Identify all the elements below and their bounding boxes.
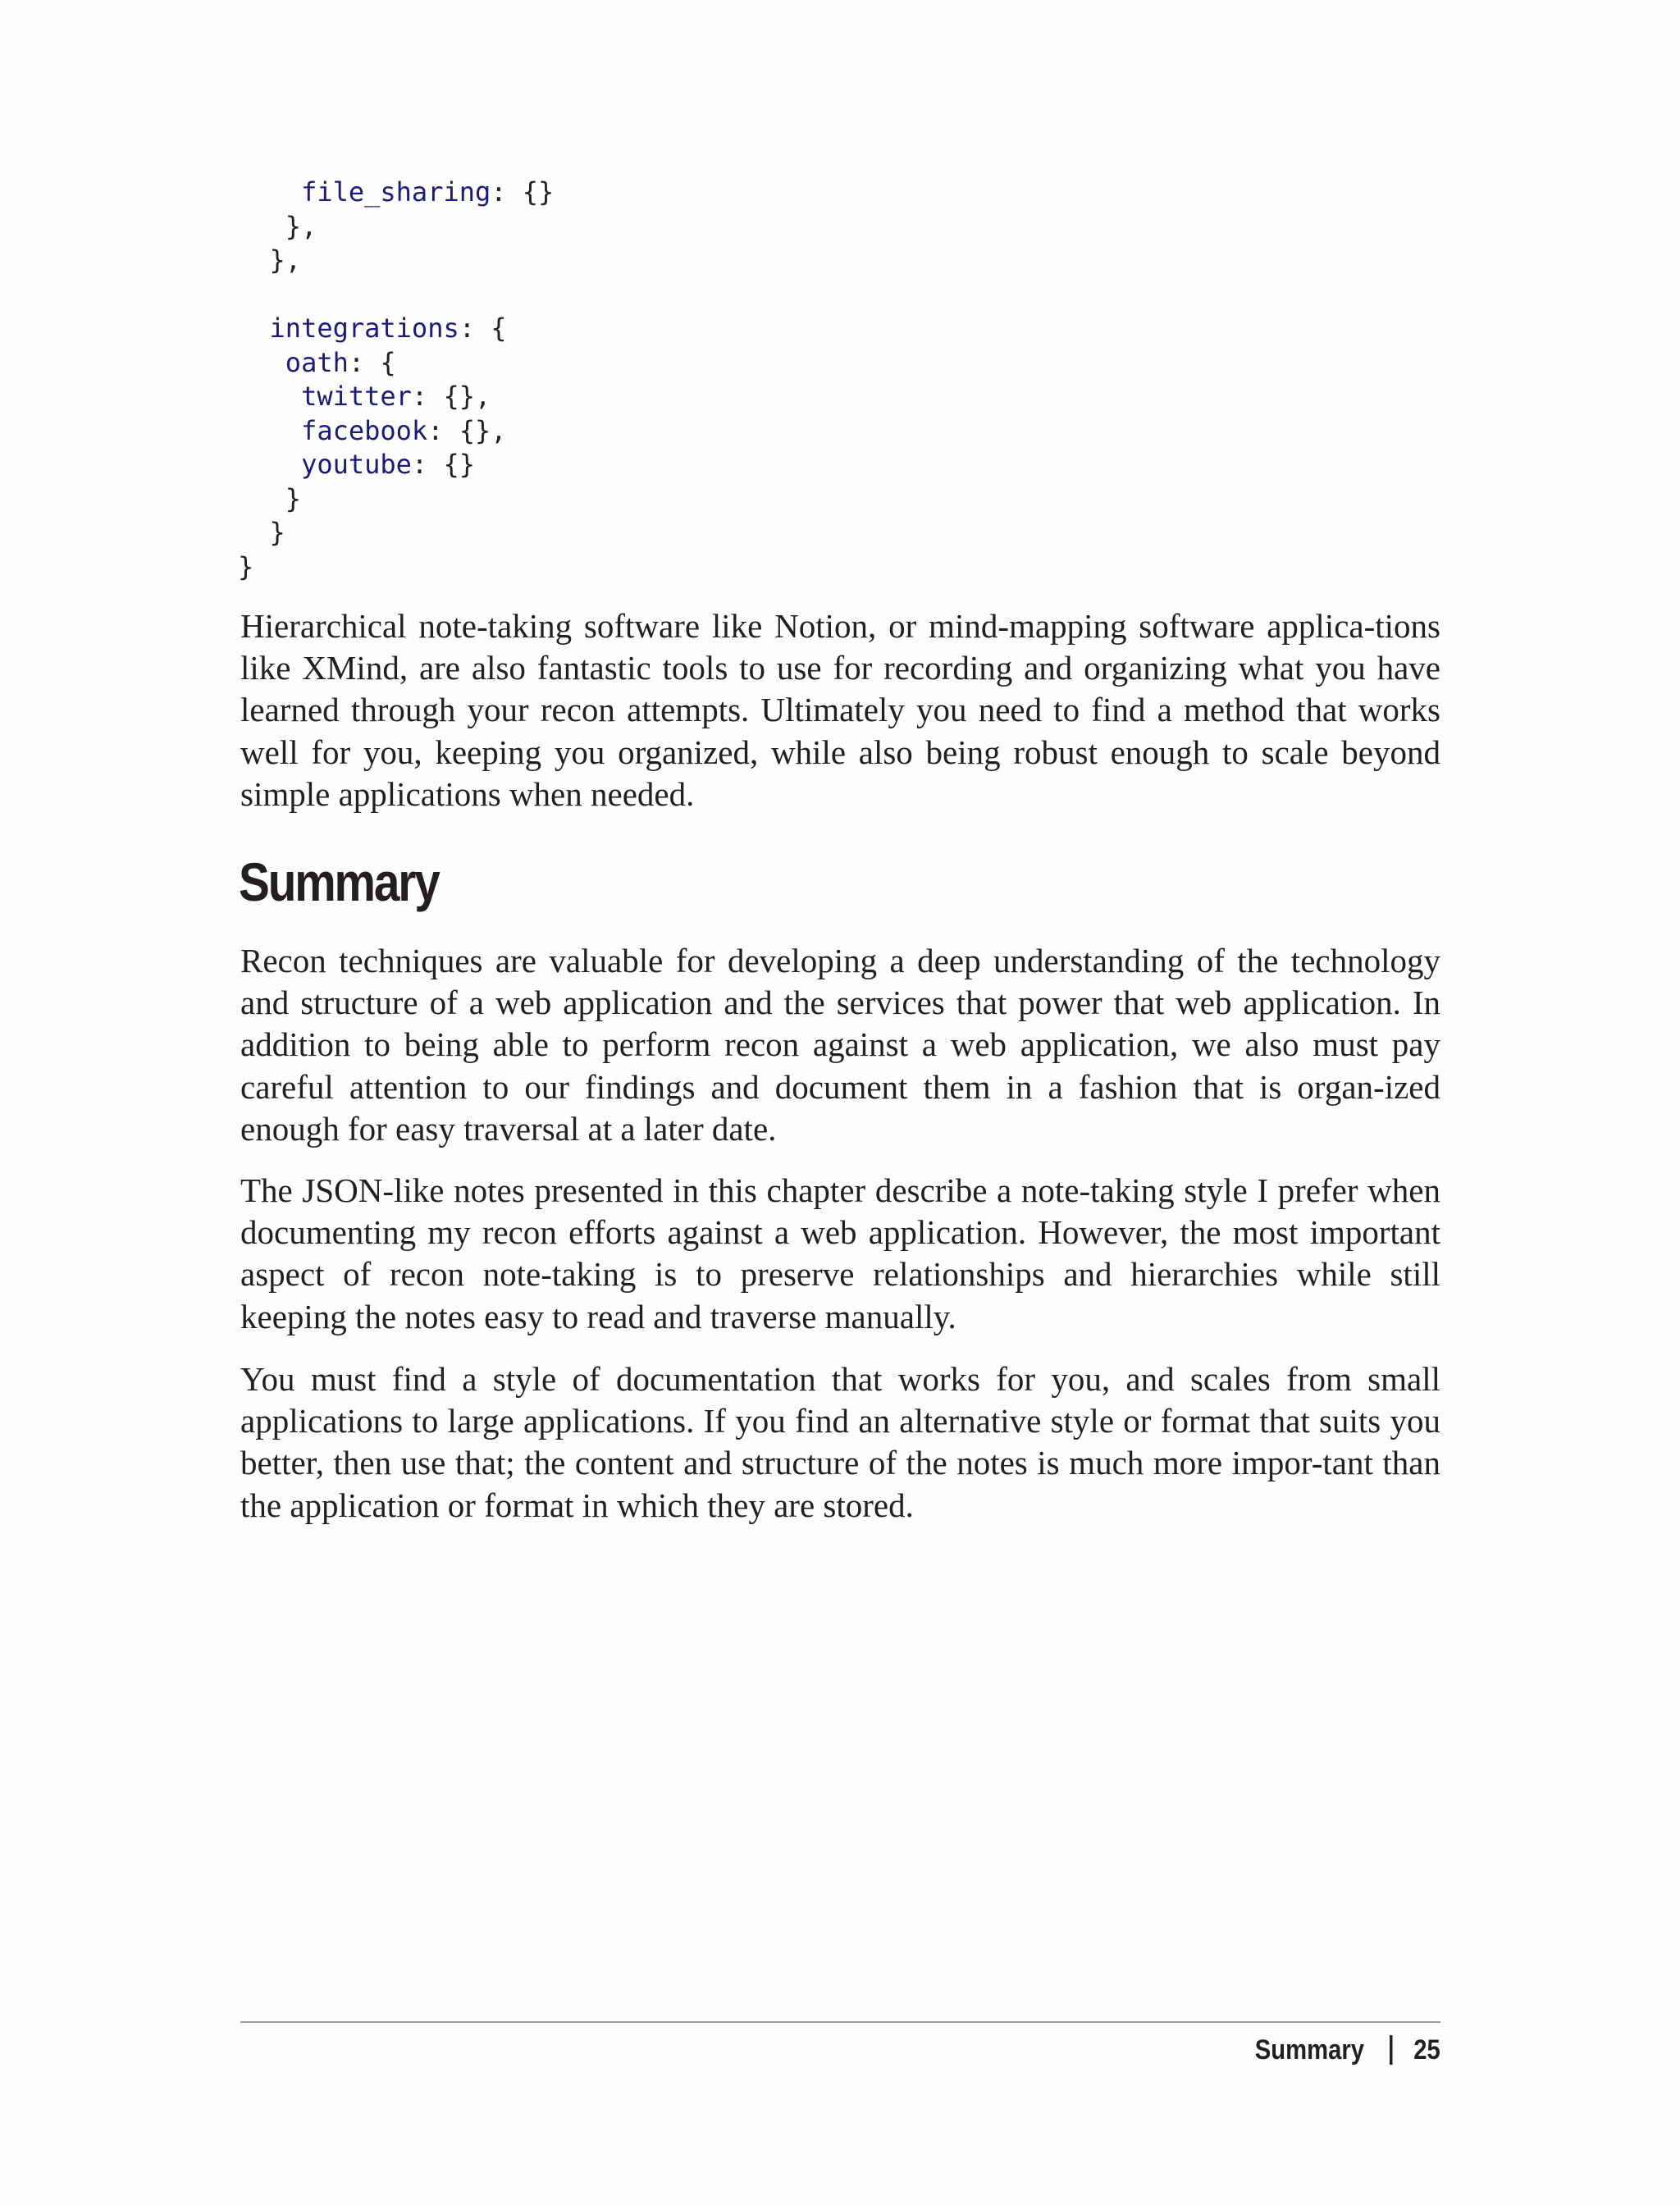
code-line (238, 448, 1222, 482)
code-key: youtube (301, 449, 412, 480)
code-line (238, 278, 1222, 313)
code-indent (238, 244, 270, 276)
code-indent (238, 483, 285, 514)
code-punctuation: } (285, 482, 302, 514)
code-key: twitter (301, 381, 412, 412)
code-line (238, 244, 1222, 278)
code-punctuation: : {}, (411, 381, 491, 412)
code-punctuation: } (238, 550, 254, 582)
paragraph-summary-2: The JSON-like notes presented in this chapter describe a note-taking style I prefer when documenting my recon efforts against a web application. However, the most important aspect of recon note-taking is to preserve relationships and hierarchies while still keeping the notes easy to read and traverse manually. (240, 1171, 1440, 1335)
footer-rule (240, 2021, 1440, 2023)
code-punctuation: : { (348, 346, 396, 378)
code-block (238, 176, 1222, 584)
code-punctuation: : {} (491, 176, 555, 208)
code-line (238, 414, 1222, 449)
code-indent (238, 211, 285, 242)
code-key: facebook (301, 414, 428, 446)
code-punctuation: } (269, 517, 285, 548)
paragraph-summary-3: You must find a style of documentation that works for you, and scales from small applications to large applications. If you find an alternative style or format that suits you better, then use that; the content and structure of the notes is much more impor-tant than the application or format in which they are stored. (240, 1360, 1440, 1524)
code-indent (238, 449, 301, 480)
code-punctuation: }, (285, 210, 317, 242)
code-indent (238, 313, 270, 344)
code-key: integrations (269, 313, 459, 344)
page-number: 25 (1413, 2034, 1440, 2066)
code-line (238, 516, 1222, 550)
footer-section-title: Summary (1254, 2034, 1365, 2066)
code-line (238, 550, 1222, 585)
code-line (238, 380, 1222, 414)
code-punctuation: : {}, (427, 414, 507, 446)
page-footer (1255, 2031, 1440, 2069)
section-heading: Summary (239, 851, 439, 912)
code-punctuation: : { (459, 313, 507, 344)
code-key: oath (285, 346, 349, 378)
code-line (238, 482, 1222, 517)
code-indent (238, 517, 270, 548)
code-punctuation: }, (269, 244, 302, 276)
code-line (238, 210, 1222, 244)
code-indent (238, 176, 301, 208)
paragraph-summary-1: Recon techniques are valuable for developing a deep understanding of the technology and structure of a web application and the services that power that web application. In addition to being able to perform recon against a web application, we also must pay careful attention to our findings and document them in a fashion that is organ-ized enough for easy traversal at a later date. (240, 942, 1440, 1148)
code-indent (238, 347, 285, 378)
code-indent (238, 381, 301, 412)
code-punctuation: : {} (411, 449, 475, 480)
footer-separator (1390, 2035, 1392, 2065)
code-indent (238, 415, 301, 446)
code-line (238, 176, 1222, 210)
paragraph-intro: Hierarchical note-taking software like Notion, or mind-mapping software applica-tions like XMind, are also fantastic tools to use for recording and organizing what you have learned through your recon attempts. Ultimately you need to find a method that works well for you, keeping you organized, while also being robust enough to scale beyond simple applications when needed. (240, 607, 1440, 813)
code-key: file_sharing (301, 176, 491, 208)
code-line (238, 312, 1222, 346)
code-line (238, 346, 1222, 381)
